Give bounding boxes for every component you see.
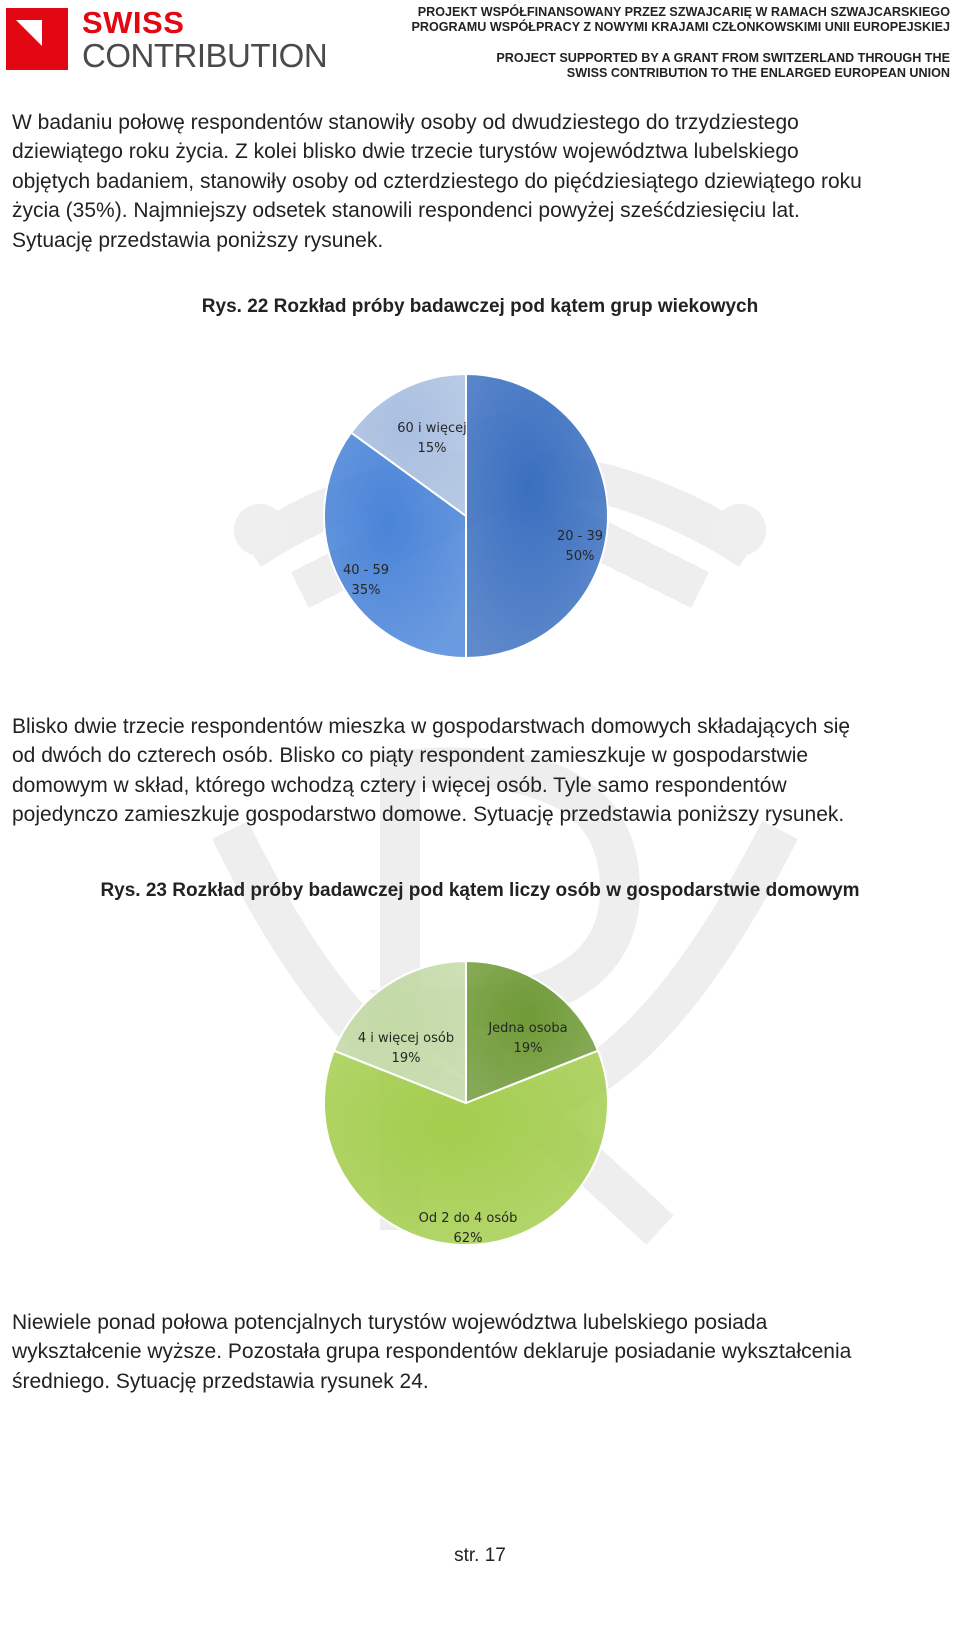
paragraph-line: W badaniu połowę respondentów stanowiły osoby od dwudziestego do trzydziestego — [12, 111, 799, 134]
pie-slice-value-label: 19% — [513, 1041, 543, 1056]
logo-swiss-text: SWISS — [82, 5, 185, 40]
paragraph-age-intro — [12, 108, 958, 255]
pie-slice-value-label: 50% — [565, 549, 595, 564]
paragraph-line: życia (35%). Najmniejszy odsetek stanowili respondenci powyżej sześćdziesięciu lat. — [12, 199, 800, 223]
swiss-contribution-logo — [6, 5, 328, 74]
header-line-pl-1: PROJEKT WSPÓŁFINANSOWANY PRZEZ SZWAJCARIĘ W RAMACH SZWAJCARSKIEGO — [417, 5, 950, 19]
pie-slice-value-label: 35% — [351, 583, 381, 598]
pie-slice-value-label: 15% — [417, 441, 447, 456]
paragraph-line: średniego. Sytuację przedstawia rysunek 24. — [12, 1369, 429, 1393]
pie-slice-label: Jedna osoba — [488, 1021, 568, 1036]
header-line-en-2: SWISS CONTRIBUTION TO THE ENLARGED EUROPEAN UNION — [566, 66, 950, 80]
swiss-flag-icon — [6, 8, 68, 70]
page-header — [0, 0, 960, 80]
pie-slice-label: 4 i więcej osób — [357, 1031, 455, 1046]
page-number: str. 17 — [454, 1545, 506, 1566]
figure-23-caption: Rys. 23 Rozkład próby badawczej pod kątem liczy osób w gospodarstwie domowym — [100, 880, 860, 901]
household-size-pie-chart — [300, 940, 640, 1260]
pie-slice-value-label: 19% — [391, 1051, 421, 1066]
paragraph-line: domowym w skład, którego wchodzą cztery i więcej osób. Tyle samo respondentów — [12, 773, 787, 797]
logo-contribution-text: CONTRIBUTION — [82, 37, 328, 74]
header-project-info — [411, 5, 950, 81]
pie-slice-label: 40 - 59 — [342, 563, 390, 578]
figure-22-caption: Rys. 22 Rozkład próby badawczej pod kątem grup wiekowych — [201, 296, 759, 317]
paragraph-line: objętych badaniem, stanowiły osoby od czterdziestego do pięćdziesiątego dziewiątego roku — [12, 169, 862, 193]
paragraph-line: Blisko dwie trzecie respondentów mieszka w gospodarstwach domowych składających się — [12, 715, 851, 738]
header-line-pl-2: PROGRAMU WSPÓŁPRACY Z NOWYMI KRAJAMI CZŁONKOWSKIMI UNII EUROPEJSKIEJ — [411, 20, 950, 34]
pie-slice-20-39 — [466, 374, 608, 658]
paragraph-line: dziewiątego roku życia. Z kolei blisko dwie trzecie turystów województwa lubelskiego — [12, 140, 799, 164]
pie-slice-value-label: 62% — [453, 1231, 483, 1246]
age-groups-pie-chart — [300, 360, 640, 680]
pie-slice-label: Od 2 do 4 osób — [418, 1211, 518, 1226]
paragraph-line: pojedynczo zamieszkuje gospodarstwo domowe. Sytuację przedstawia poniższy rysunek. — [12, 803, 845, 827]
paragraph-education-intro — [12, 1308, 958, 1396]
pie-slice-label: 20 - 39 — [556, 529, 604, 544]
header-line-en-1: PROJECT SUPPORTED BY A GRANT FROM SWITZERLAND THROUGH THE — [496, 51, 950, 65]
paragraph-line: wykształcenie wyższe. Pozostała grupa respondentów deklaruje posiadanie wykształcenia — [12, 1340, 852, 1364]
paragraph-line: Niewiele ponad połowa potencjalnych turystów województwa lubelskiego posiada — [12, 1311, 768, 1334]
paragraph-household-intro — [12, 712, 958, 830]
paragraph-line: od dwóch do czterech osób. Blisko co piąty respondent zamieszkuje w gospodarstwie — [12, 744, 809, 768]
pie-slice-label: 60 i więcej — [397, 421, 467, 436]
paragraph-line: Sytuację przedstawia poniższy rysunek. — [12, 228, 384, 252]
